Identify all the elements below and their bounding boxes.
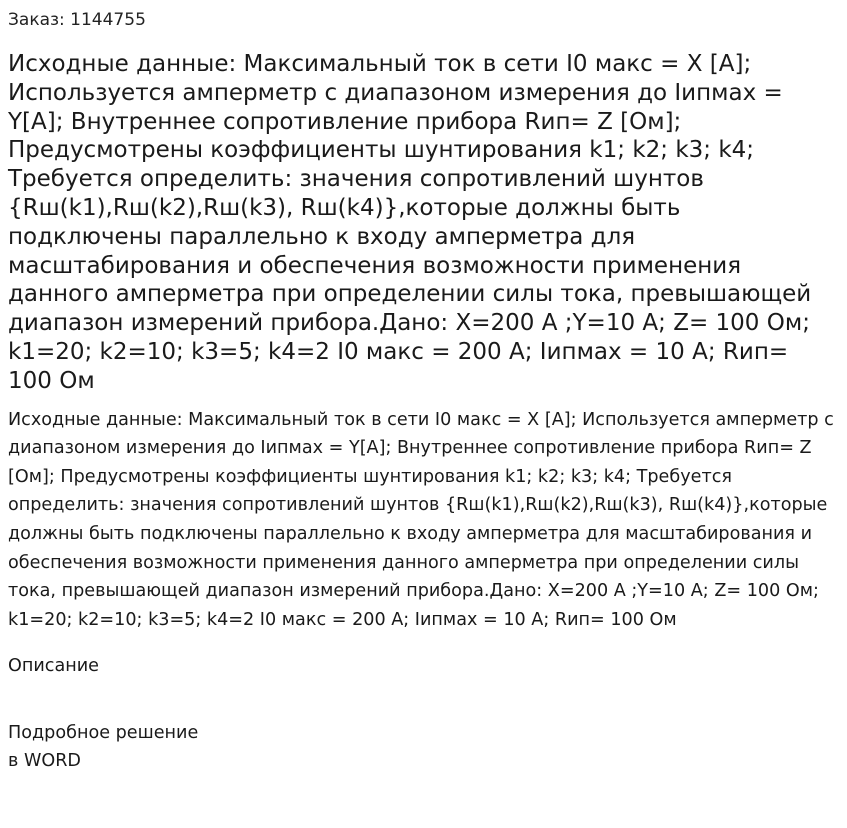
order-number: Заказ: 1144755 [8,10,146,30]
task-description: Исходные данные: Максимальный ток в сети I0 макс = X [A]; Используется амперметр с диапазоном измерения до Iипмах = Y[A]; Внутреннее сопротивление прибора Rип= Z [Ом]; Предусмотрены коэффициенты шунтирования k1; k2; k3; k4; Требуется определить: значения сопротивлений шунтов {Rш(k1),Rш(k2),Rш(k3), Rш(k4)},которые должны быть подключены параллельно к входу амперметра для масштабирования и обеспечения возможности применения данного амперметра при определении силы тока, превышающей диапазон измерений прибора.Дано: X=200 А ;Y=10 А; Z= 100 Ом; k1=20; k2=10; k3=5; k4=2 I0 макс = 200 А; Iипмах = 10 А; Rип= 100 Ом [8,409,834,630]
description-label: Описание [8,656,100,677]
page-title: Исходные данные: Максимальный ток в сети I0 макс = X [A]; Используется амперметр с диапазоном измерения до Iипмах = Y[A]; Внутреннее сопротивление прибора Rип= Z [Ом]; Предусмотрены коэффициенты шунтирования k1; k2; k3; k4; Требуется определить: значения сопротивлений шунтов {Rш(k1),Rш(k2),Rш(k3), Rш(k4)},которые должны быть подключены параллельно к входу амперметра для масштабирования и обеспечения возможности применения данного амперметра при определении силы тока, превышающей диапазон измерений прибора.Дано: X=200 А ;Y=10 А; Z= 100 Ом; k1=20; k2=10; k3=5; k4=2 I0 макс = 200 А; Iипмах = 10 А; Rип= 100 Ом [8,51,812,394]
solution-note: Подробное решение в WORD [8,723,199,772]
